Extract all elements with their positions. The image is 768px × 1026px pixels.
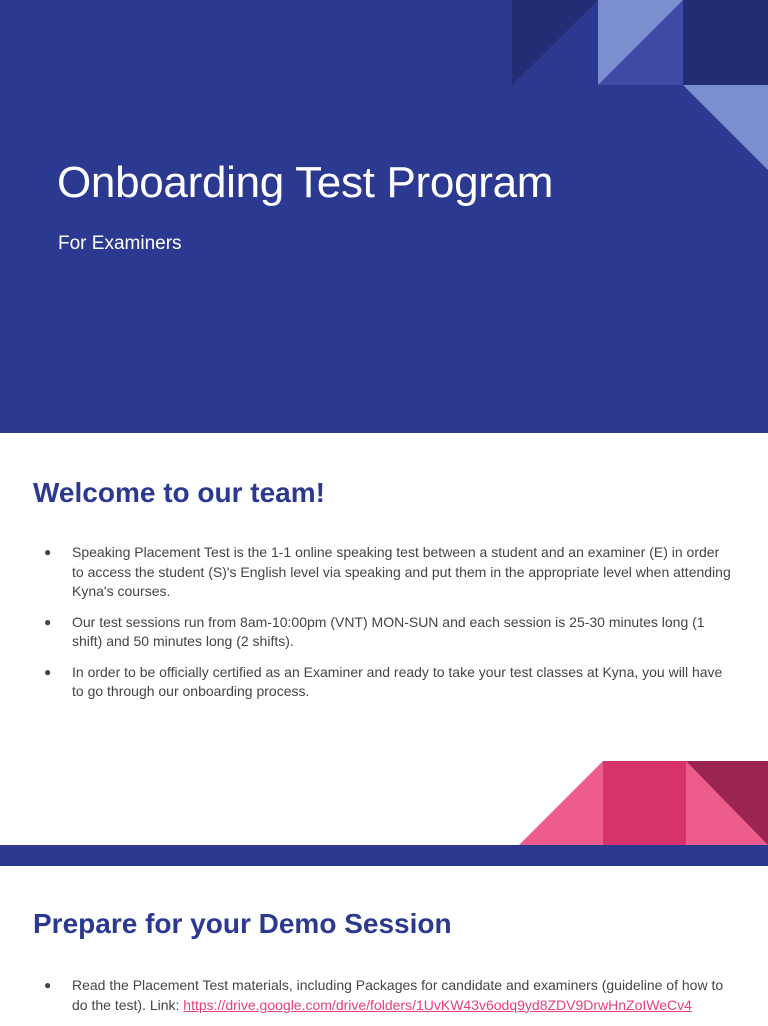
decor-triangle-maroon	[686, 761, 768, 845]
list-item: ● Speaking Placement Test is the 1-1 online speaking test between a student and an examiner (E) in order to access the student (S)'s English level via speaking and put them in the appropriate level when attending Kyna's courses.	[44, 544, 731, 599]
demo-section	[0, 866, 768, 1024]
welcome-heading: Welcome to our team!	[33, 477, 325, 508]
decor-block-navy	[683, 0, 768, 85]
bullet-icon: ●	[44, 545, 52, 559]
decor-triangle-pink	[519, 761, 603, 845]
decor-triangle-lower	[683, 85, 768, 170]
decor-triangle-light	[598, 0, 683, 85]
bullet-icon: ●	[44, 978, 52, 992]
page-title: Onboarding Test Program	[57, 158, 554, 207]
bullet-icon: ●	[44, 614, 52, 629]
title-slide	[0, 0, 768, 433]
decor-block-magenta	[603, 761, 686, 845]
demo-bullet-list	[0, 976, 768, 1026]
welcome-bullet-list	[0, 543, 768, 713]
decor-pink-shapes	[0, 761, 768, 845]
bullet-icon: ●	[44, 664, 52, 679]
page-subtitle: For Examiners	[58, 233, 182, 254]
list-item: ● Our test sessions run from 8am-10:00pm (VNT) MON-SUN and each session is 25-30 minutes long (1 shift) and 50 minutes long (2 shifts).	[44, 613, 705, 649]
section-divider-band	[0, 845, 768, 866]
materials-link[interactable]: https://drive.google.com/drive/folders/1UvKW43v6odq9yd8ZDV9DrwHnZoIWeCv4	[183, 996, 692, 1013]
decor-triangle-dark	[512, 0, 598, 85]
list-item: ● Read the Placement Test materials, including Packages for candidate and examiners (guideline of how to do the test). Link: https://drive.google.com/drive/folders/1UvKW43v6odq9yd8ZDV9DrwHnZoIWeCv4	[44, 977, 724, 1013]
demo-heading: Prepare for your Demo Session	[33, 908, 452, 939]
list-item: ● In order to be officially certified as an Examiner and ready to take your test classes at Kyna, you will have to go through our onboarding process.	[44, 663, 723, 699]
